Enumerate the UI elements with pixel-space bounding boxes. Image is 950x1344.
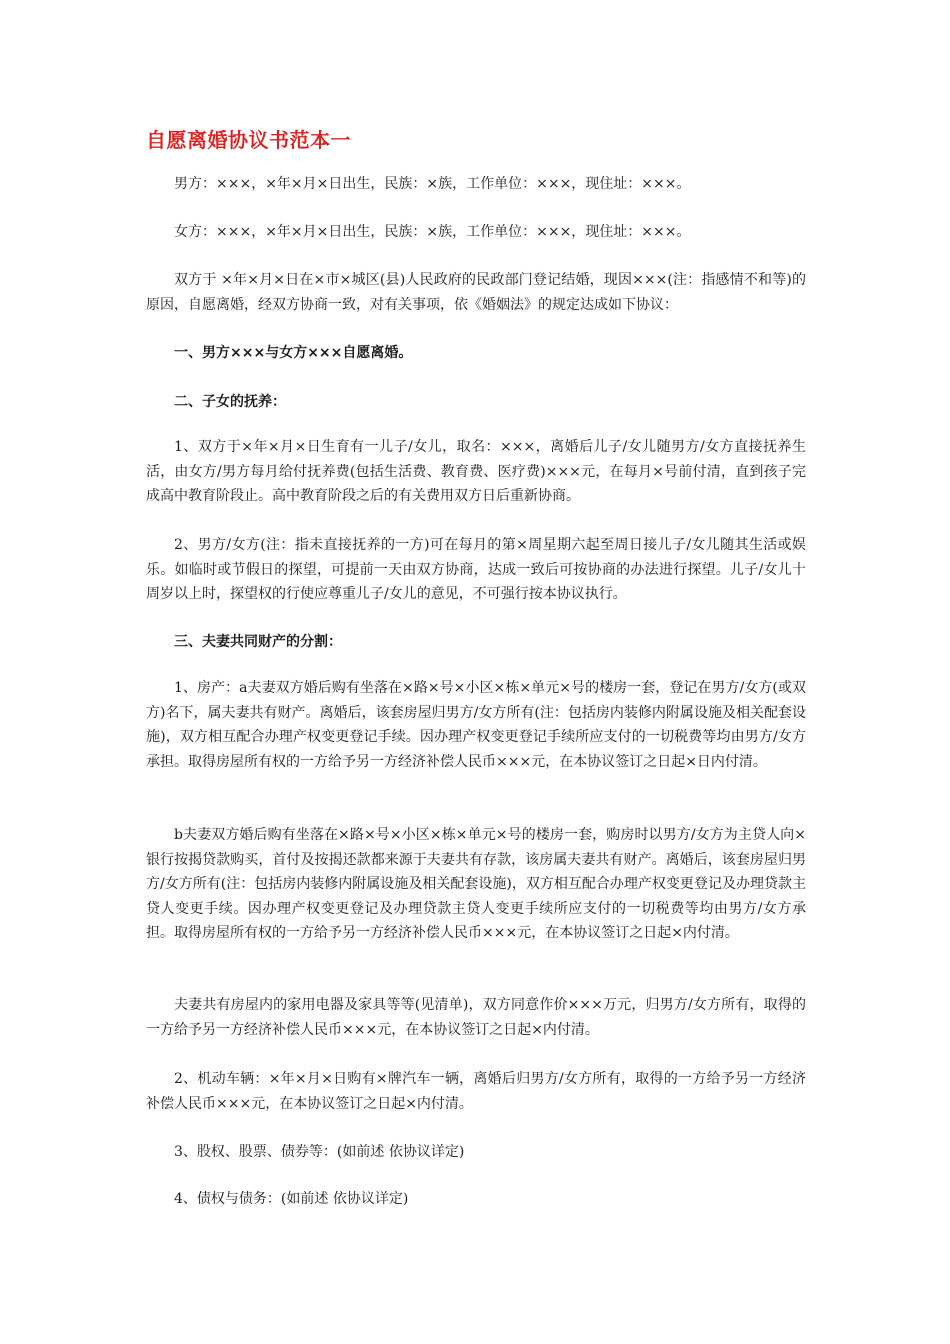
paragraph-vehicle: 2、机动车辆：×年×月×日购有×牌汽车一辆，离婚后归男方/女方所有，取得的一方给予另一方经济补偿人民币×××元，在本协议签订之日起×内付清。 (146, 1071, 806, 1112)
section-heading-property: 三、夫妻共同财产的分割： (174, 634, 342, 650)
section-heading-divorce: 一、男方×××与女方×××自愿离婚。 (174, 345, 413, 361)
paragraph-child-support: 1、双方于×年×月×日生育有一儿子/女儿，取名：×××，离婚后儿子/女儿随男方/女方直接抚养生活，由女方/男方每月给付抚养费(包括生活费、教育费、医疗费)×××元，在每月×号前付清，直到孩子完成高中教育阶段止。高中教育阶段之后的有关费用双方日后重新协商。 (146, 439, 806, 504)
paragraph-house-a: 1、房产：a夫妻双方婚后购有坐落在×路×号×小区×栋×单元×号的楼房一套，登记在男方/女方(或双方)名下，属夫妻共有财产。离婚后，该套房屋归男方/女方所有(注：包括房内装修内附属设施及相关配套设施)，双方相互配合办理产权变更登记手续。因办理产权变更登记手续所应支付的一切税费等均由男方/女方承担。取得房屋所有权的一方给予另一方经济补偿人民币×××元，在本协议签订之日起×日内付清。 (146, 680, 806, 770)
document-title: 自愿离婚协议书范本一 (146, 128, 351, 152)
paragraph-appliances: 夫妻共有房屋内的家用电器及家具等等(见清单)，双方同意作价×××万元，归男方/女方所有，取得的一方给予另一方经济补偿人民币×××元，在本协议签订之日起×内付清。 (146, 997, 806, 1038)
paragraph-husband-info: 男方：×××，×年×月×日出生，民族：×族，工作单位：×××，现住址：×××。 (174, 176, 691, 192)
paragraph-house-b: b夫妻双方婚后购有坐落在×路×号×小区×栋×单元×号的楼房一套，购房时以男方/女方为主贷人向×银行按揭贷款购买，首付及按揭还款都来源于夫妻共有存款，该房属夫妻共有财产。离婚后，该套房屋归男方/女方所有(注：包括房内装修内附属设施及相关配套设施)，双方相互配合办理产权变更登记及办理贷款主贷人变更手续。因办理产权变更登记及办理贷款主贷人变更手续所应支付的一切税费等均由男方/女方承担。取得房屋所有权的一方给予另一方经济补偿人民币×××元，在本协议签订之日起×内付清。 (146, 827, 806, 941)
paragraph-stocks: 3、股权、股票、债券等：(如前述 依协议详定) (174, 1144, 465, 1160)
section-heading-child-custody: 二、子女的抚养： (174, 394, 286, 410)
paragraph-wife-info: 女方：×××，×年×月×日出生，民族：×族，工作单位：×××，现住址：×××。 (174, 224, 691, 240)
paragraph-visitation: 2、男方/女方(注：指未直接抚养的一方)可在每月的第×周星期六起至周日接儿子/女儿随其生活或娱乐。如临时或节假日的探望，可提前一天由双方协商，达成一致后可按协商的办法进行探望。儿子/女儿十周岁以上时，探望权的行使应尊重儿子/女儿的意见，不可强行按本协议执行。 (146, 537, 806, 602)
paragraph-marriage-background: 双方于 ×年×月×日在×市×城区(县)人民政府的民政部门登记结婚，现因×××(注：指感情不和等)的原因，自愿离婚，经双方协商一致，对有关事项，依《婚姻法》的规定达成如下协议： (146, 272, 806, 313)
paragraph-debts: 4、债权与债务：(如前述 依协议详定) (174, 1191, 409, 1207)
